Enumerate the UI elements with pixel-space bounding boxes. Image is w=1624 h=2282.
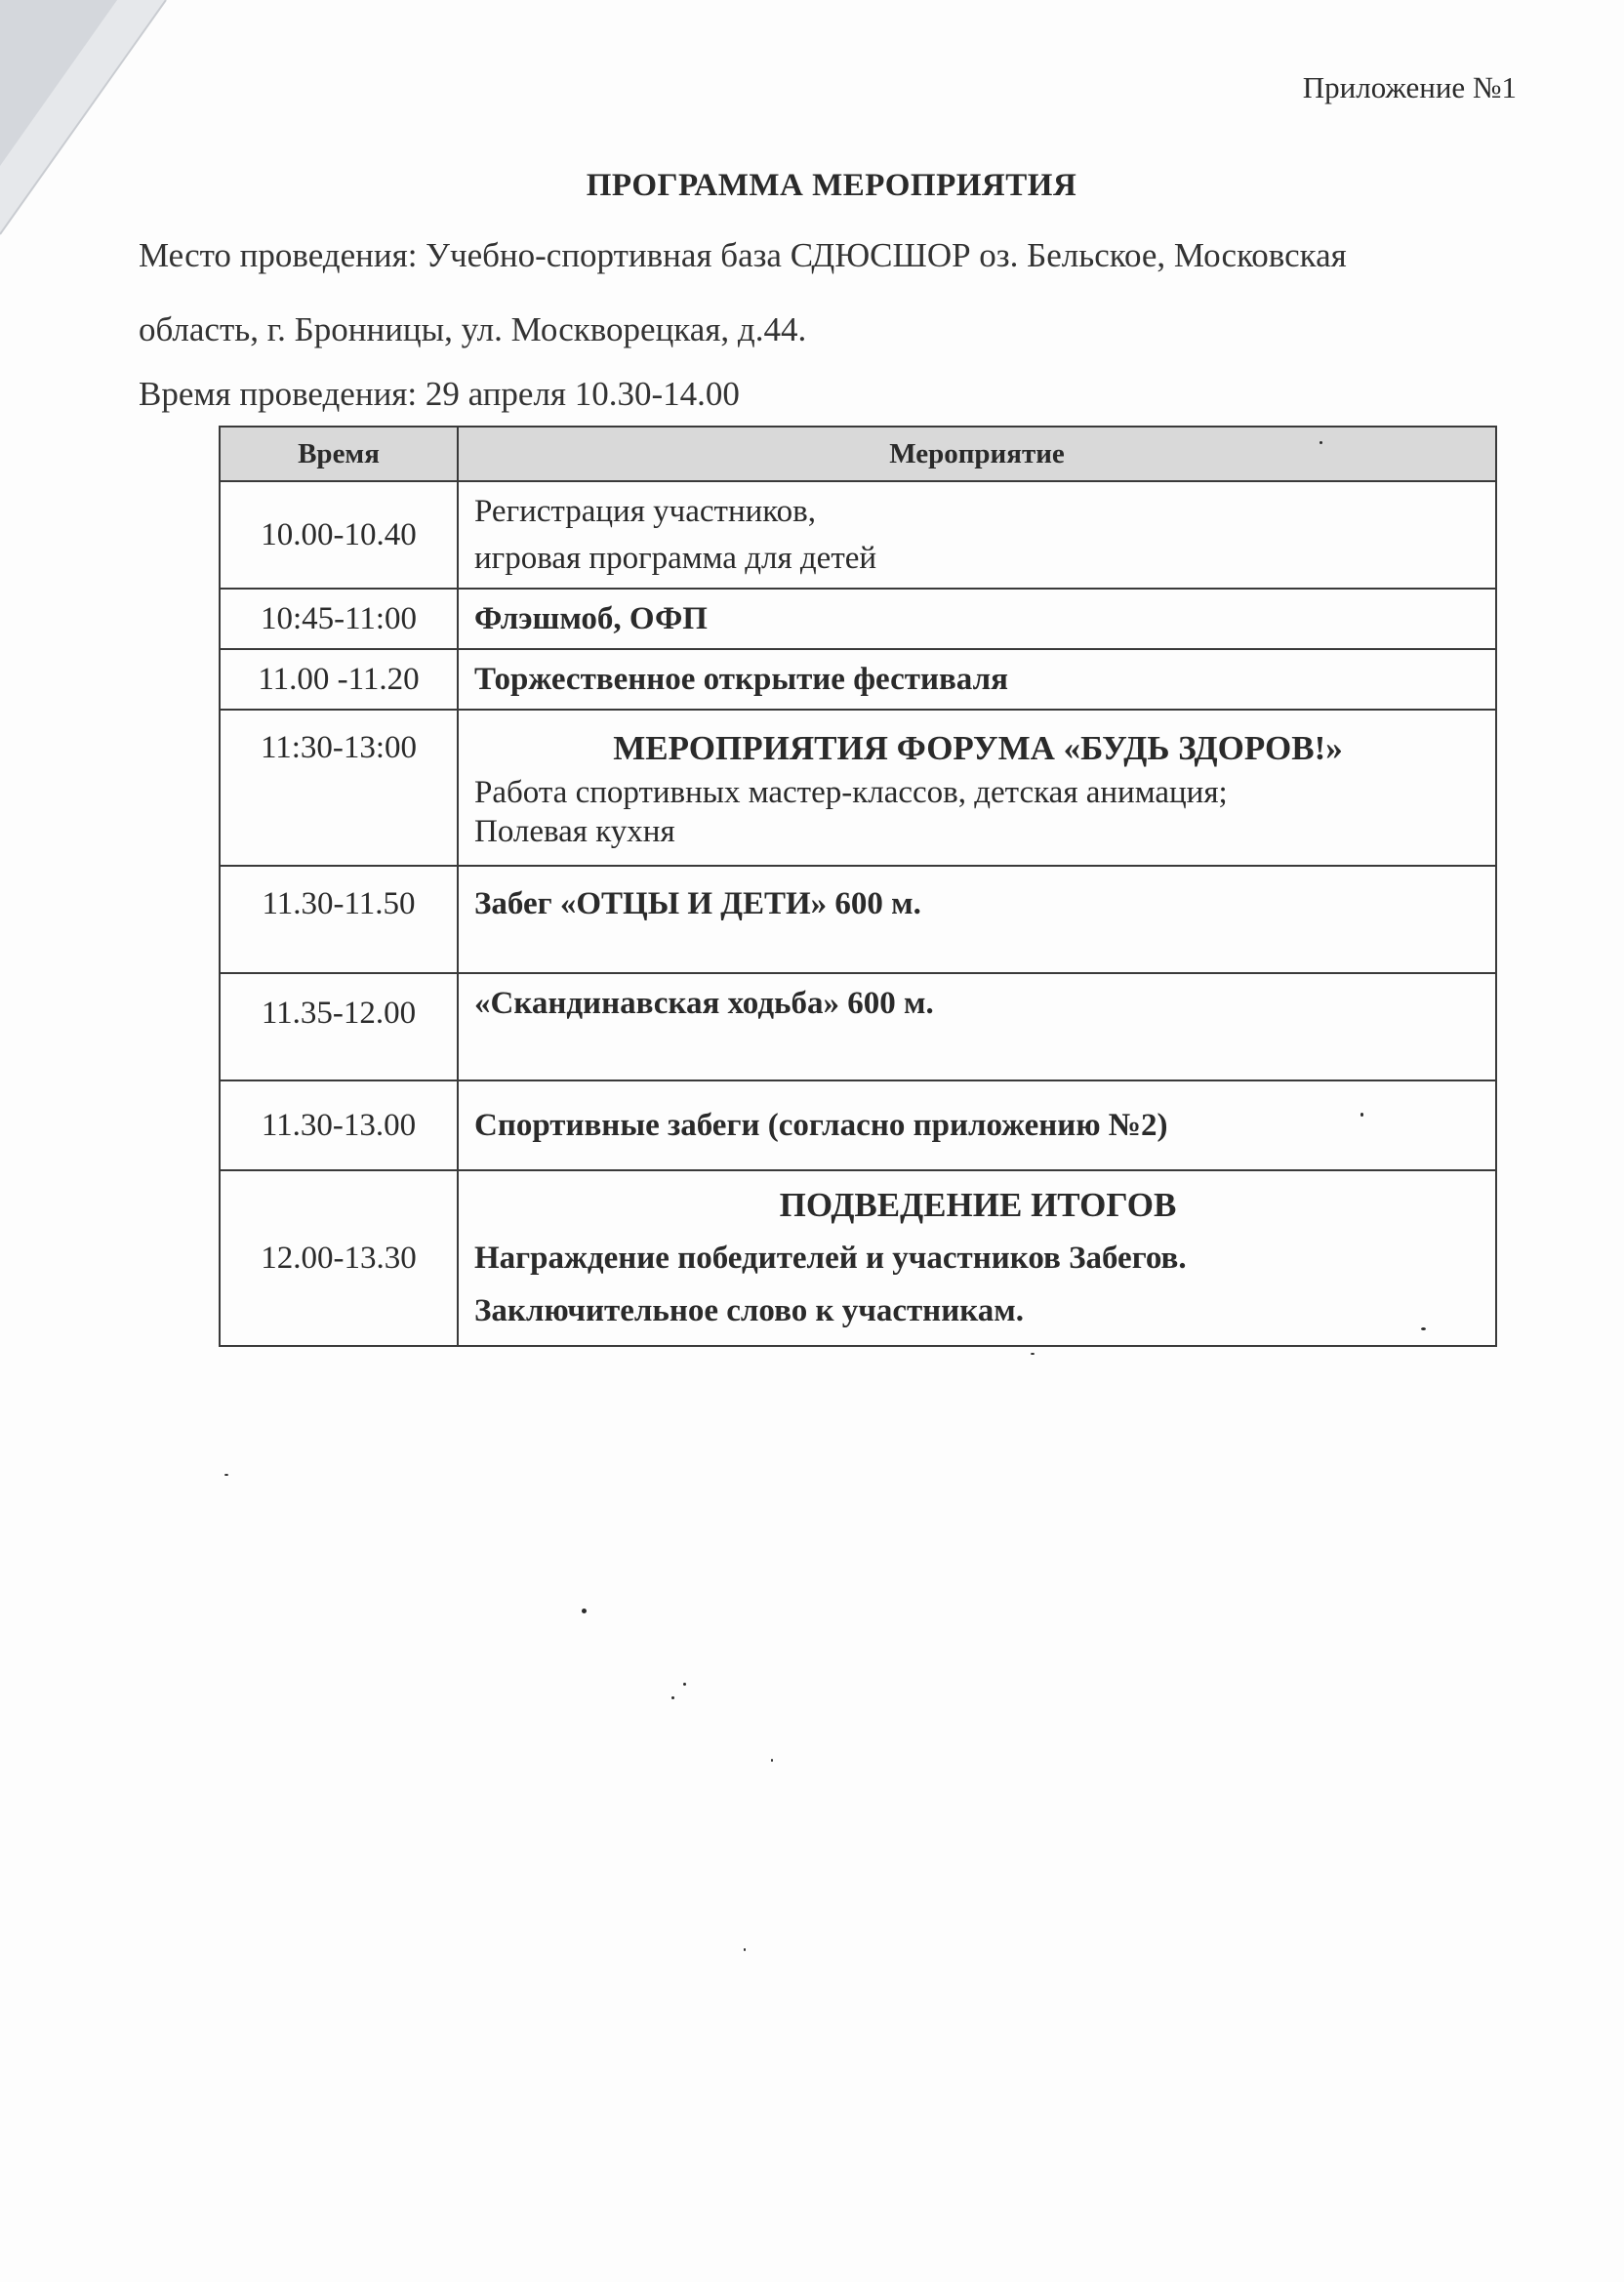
scan-speck <box>1031 1353 1035 1355</box>
row-time: 10:45-11:00 <box>220 589 458 649</box>
folded-corner <box>0 0 176 254</box>
scan-speck <box>582 1609 587 1613</box>
row-time: 11.30-13.00 <box>220 1080 458 1170</box>
row-event <box>458 710 1496 866</box>
row-event <box>458 973 1496 1080</box>
header-event: Мероприятие <box>458 427 1496 481</box>
row-time: 11.30-11.50 <box>220 866 458 973</box>
row-event <box>458 589 1496 649</box>
event-line: Награждение победителей и участников Забегов. <box>474 1241 1187 1276</box>
scan-speck <box>683 1683 686 1686</box>
row-event <box>458 866 1496 973</box>
schedule-table <box>219 426 1497 1347</box>
venue-line-1: Место проведения: Учебно-спортивная база СДЮСШОР оз. Бельское, Московская <box>139 236 1347 274</box>
table-row <box>220 710 1496 866</box>
table-row <box>220 481 1496 589</box>
table-row <box>220 866 1496 973</box>
event-line: Забег «ОТЦЫ И ДЕТИ» 600 м. <box>474 886 921 921</box>
event-heading: МЕРОПРИЯТИЯ ФОРУМА «БУДЬ ЗДОРОВ!» <box>613 729 1343 767</box>
table-row <box>220 973 1496 1080</box>
event-line: «Скандинавская ходьба» 600 м. <box>474 986 934 1021</box>
event-line: Полевая кухня <box>474 814 675 849</box>
event-heading: ПОДВЕДЕНИЕ ИТОГОВ <box>779 1186 1177 1224</box>
event-line: Регистрация участников, <box>474 494 816 529</box>
scan-speck <box>1421 1327 1426 1330</box>
row-event <box>458 1170 1496 1346</box>
row-time: 11.00 -11.20 <box>220 649 458 710</box>
row-time: 11:30-13:00 <box>220 710 458 866</box>
row-time: 10.00-10.40 <box>220 481 458 589</box>
row-time: 11.35-12.00 <box>220 973 458 1080</box>
table-row <box>220 1080 1496 1170</box>
scan-speck <box>1320 441 1322 444</box>
table-row <box>220 649 1496 710</box>
scan-speck <box>771 1759 773 1762</box>
time-line: Время проведения: 29 апреля 10.30-14.00 <box>139 375 740 413</box>
row-event <box>458 1080 1496 1170</box>
scan-speck <box>1360 1113 1363 1117</box>
annex-label: Приложение №1 <box>1302 70 1517 104</box>
document-title: ПРОГРАММА МЕРОПРИЯТИЯ <box>586 168 1077 203</box>
event-line: игровая программа для детей <box>474 541 877 576</box>
row-time: 12.00-13.30 <box>220 1170 458 1346</box>
table-row <box>220 1170 1496 1346</box>
scan-speck <box>224 1474 228 1476</box>
intro-block <box>139 234 1524 416</box>
header-time: Время <box>220 427 458 481</box>
event-line: Торжественное открытие фестиваля <box>474 662 1008 697</box>
table-row <box>220 589 1496 649</box>
event-line: Спортивные забеги (согласно приложению №2) <box>474 1108 1168 1143</box>
event-line: Флэшмоб, ОФП <box>474 601 708 636</box>
event-line: Заключительное слово к участникам. <box>474 1293 1024 1328</box>
row-event <box>458 649 1496 710</box>
scan-speck <box>744 1948 746 1951</box>
venue-line-2: область, г. Бронницы, ул. Москворецкая, д.44. <box>139 310 807 348</box>
event-line: Работа спортивных мастер-классов, детская анимация; <box>474 775 1228 810</box>
table-header-row <box>220 427 1496 481</box>
scan-speck <box>671 1696 674 1699</box>
row-event <box>458 481 1496 589</box>
